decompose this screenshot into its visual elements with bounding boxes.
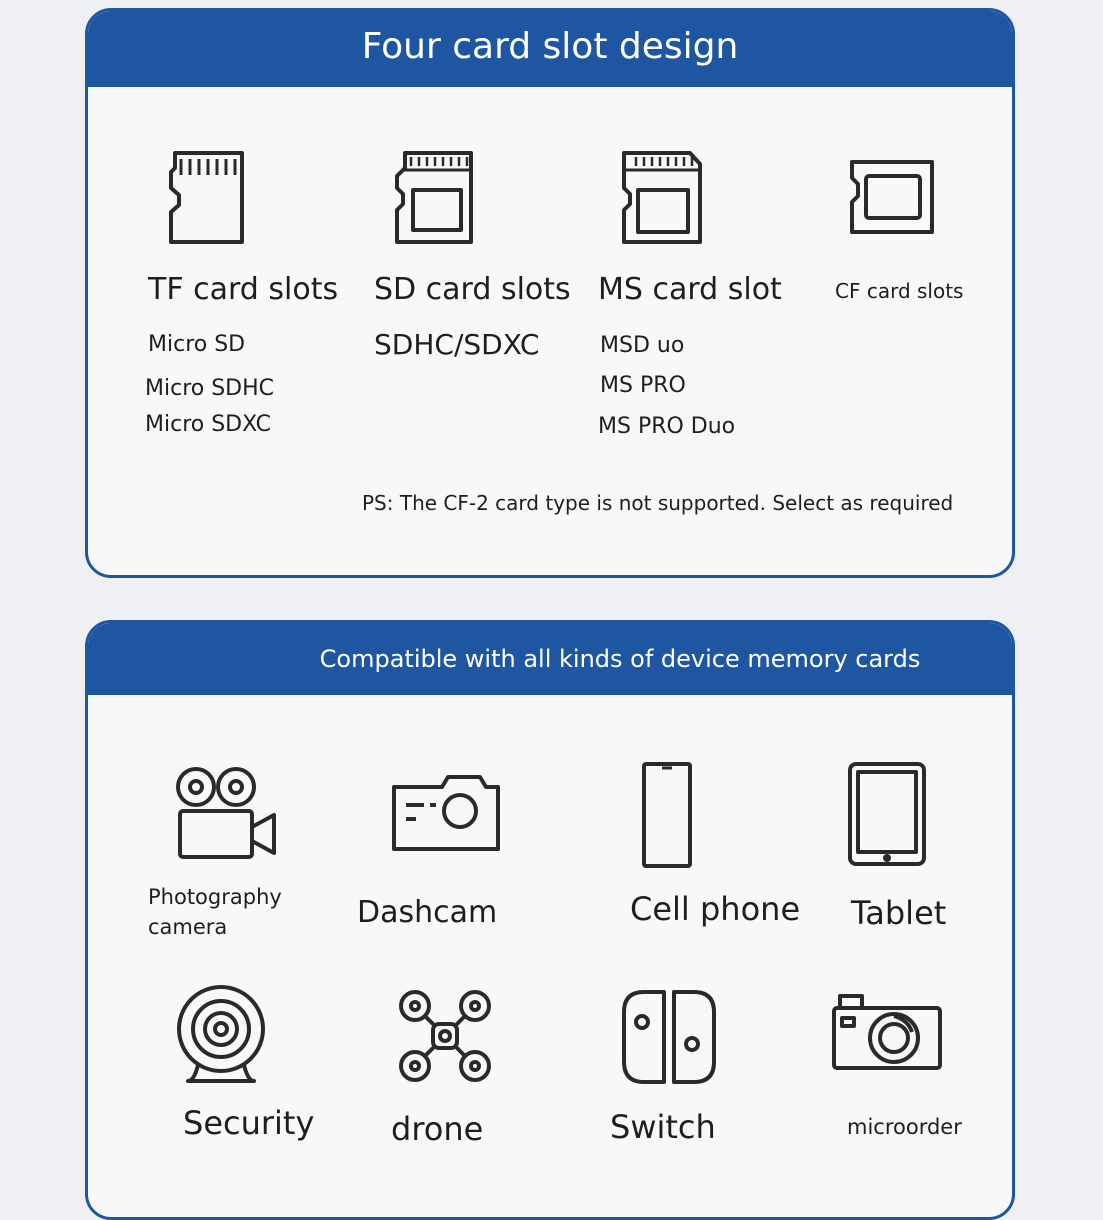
card-title: SD card slots — [374, 272, 571, 307]
security-camera-icon — [170, 985, 272, 1085]
card-title: MS card slot — [598, 272, 782, 307]
ms-card-icon — [620, 150, 704, 246]
cf-card-icon — [848, 158, 938, 236]
drone-icon — [395, 988, 495, 1084]
switch-console-icon — [620, 988, 718, 1086]
video-camera-icon — [172, 765, 278, 861]
card-type: MSD uo — [600, 333, 685, 358]
sd-card-icon — [393, 150, 475, 246]
tablet-icon — [846, 760, 928, 868]
card-type: Micro SD — [148, 332, 246, 357]
tf-card-icon — [165, 150, 247, 246]
device-label: Security — [183, 1104, 315, 1142]
device-label: microorder — [847, 1115, 962, 1139]
cell-phone-icon — [640, 760, 694, 870]
support-note: PS: The CF-2 card type is not supported. Select as required — [362, 491, 954, 515]
card-type: Micro SDXC — [145, 412, 271, 437]
card-type: SDHC/SDXC — [374, 328, 540, 361]
device-compat-header: Compatible with all kinds of device memory cards — [88, 623, 1012, 695]
card-type: MS PRO Duo — [598, 414, 736, 439]
camera-icon — [830, 992, 944, 1072]
card-title: TF card slots — [148, 272, 339, 307]
card-slot-header: Four card slot design — [88, 11, 1012, 87]
device-label-line: Photography — [148, 885, 282, 909]
card-type: MS PRO — [600, 373, 686, 398]
device-label: drone — [391, 1110, 484, 1148]
device-label: Cell phone — [630, 890, 801, 928]
card-type: Micro SDHC — [145, 376, 275, 401]
dashcam-icon — [390, 773, 502, 853]
device-label-line: camera — [148, 915, 228, 939]
device-label: Tablet — [851, 894, 947, 932]
device-label: Dashcam — [357, 895, 498, 930]
device-label — [148, 882, 282, 942]
device-label: Switch — [610, 1108, 716, 1146]
card-title: CF card slots — [835, 279, 964, 303]
